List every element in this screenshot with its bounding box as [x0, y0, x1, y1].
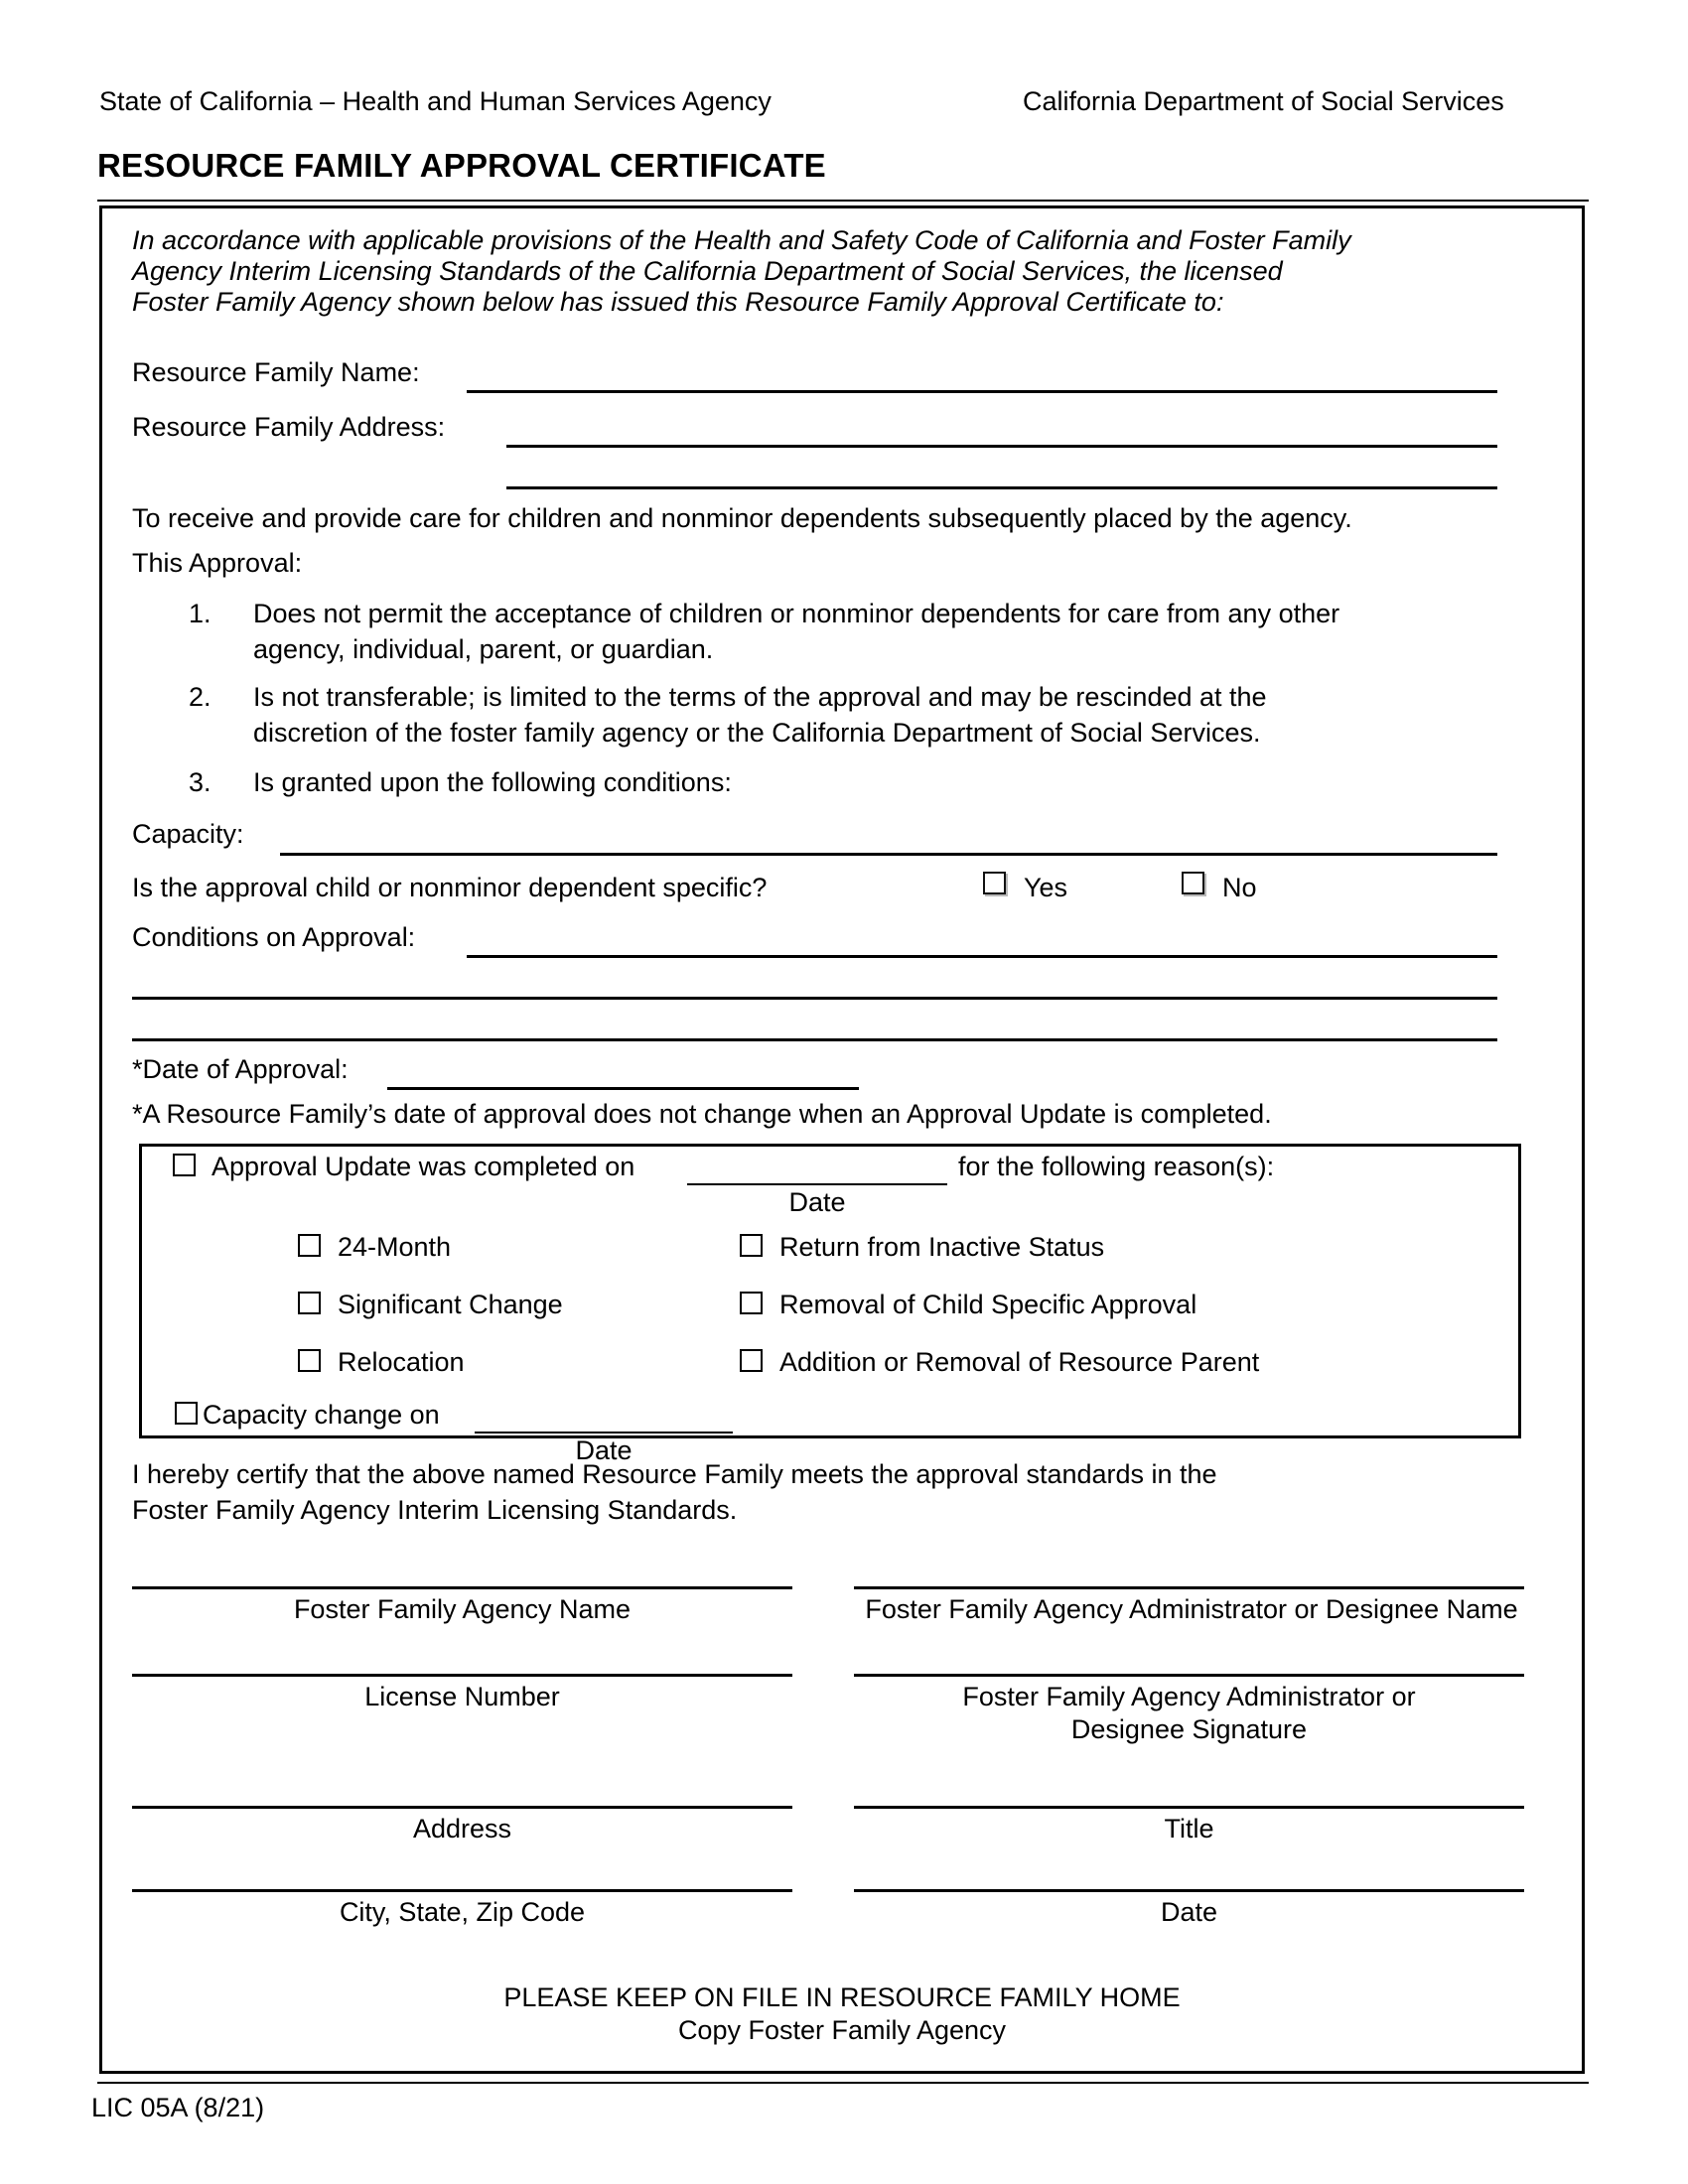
reason-addition-removal-parent-checkbox[interactable]	[740, 1349, 763, 1372]
sig-right-caption-3: Title	[1164, 1814, 1214, 1843]
sig-right-rule-3[interactable]	[854, 1806, 1524, 1809]
date-of-approval-footnote: *A Resource Family’s date of approval does not change when an Approval Update is completed.	[132, 1099, 1272, 1129]
resource-family-name-label: Resource Family Name:	[132, 357, 420, 387]
child-specific-yes-checkbox[interactable]	[983, 872, 1006, 894]
date-of-approval-rule[interactable]	[387, 1087, 859, 1090]
approval-update-suffix: for the following reason(s):	[958, 1152, 1275, 1181]
resource-family-address-rule-1[interactable]	[506, 445, 1497, 448]
condition-2-line-1: Is not transferable; is limited to the terms of the approval and may be rescinded at the	[253, 682, 1267, 712]
footer-notice-line-1: PLEASE KEEP ON FILE IN RESOURCE FAMILY HOME	[503, 1982, 1181, 2012]
reason-relocation-checkbox[interactable]	[298, 1349, 321, 1372]
condition-2-line-2: discretion of the foster family agency or the California Department of Social Services.	[253, 718, 1261, 748]
intro-line-3: Foster Family Agency shown below has issued this Resource Family Approval Certificate to:	[132, 287, 1224, 317]
reason-return-inactive-label: Return from Inactive Status	[779, 1232, 1105, 1262]
approval-update-checkbox[interactable]	[173, 1154, 196, 1176]
certification-line-2: Foster Family Agency Interim Licensing Standards.	[132, 1495, 738, 1525]
form-code: LIC 05A (8/21)	[91, 2093, 265, 2122]
sig-left-rule-1[interactable]	[132, 1586, 792, 1589]
resource-family-address-rule-2[interactable]	[506, 486, 1497, 489]
child-specific-yes-label: Yes	[1024, 873, 1068, 902]
certification-line-1: I hereby certify that the above named Resource Family meets the approval standards in the	[132, 1459, 1217, 1489]
condition-2-number: 2.	[189, 682, 211, 712]
sig-left-rule-3[interactable]	[132, 1806, 792, 1809]
intro-line-1: In accordance with applicable provisions of the Health and Safety Code of California and Foster Family	[132, 225, 1351, 255]
purpose-line: To receive and provide care for children and nonminor dependents subsequently placed by the agency.	[132, 503, 1352, 533]
capacity-label: Capacity:	[132, 819, 244, 849]
reason-significant-change-label: Significant Change	[338, 1290, 563, 1319]
capacity-change-checkbox[interactable]	[175, 1402, 198, 1425]
approval-heading: This Approval:	[132, 548, 303, 578]
agency-header-left: State of California – Health and Human Services Agency	[99, 86, 772, 116]
approval-update-date-caption: Date	[788, 1187, 846, 1217]
reason-24-month-label: 24-Month	[338, 1232, 452, 1262]
sig-left-caption-2: License Number	[364, 1682, 560, 1711]
page-title: RESOURCE FAMILY APPROVAL CERTIFICATE	[97, 147, 826, 184]
sig-left-rule-2[interactable]	[132, 1674, 792, 1677]
resource-family-address-label: Resource Family Address:	[132, 412, 446, 442]
conditions-on-approval-rule-3[interactable]	[132, 1038, 1497, 1041]
condition-1-line-2: agency, individual, parent, or guardian.	[253, 634, 714, 664]
footer-notice-line-2: Copy Foster Family Agency	[677, 2015, 1007, 2045]
date-of-approval-label: *Date of Approval:	[132, 1054, 349, 1084]
sig-right-rule-2[interactable]	[854, 1674, 1524, 1677]
sig-left-caption-1: Foster Family Agency Name	[293, 1594, 632, 1624]
capacity-change-date-caption: Date	[575, 1435, 633, 1465]
condition-3-line-1: Is granted upon the following conditions:	[253, 767, 732, 797]
capacity-rule[interactable]	[280, 853, 1497, 856]
intro-line-2: Agency Interim Licensing Standards of the California Department of Social Services, the licensed	[132, 256, 1283, 286]
sig-right-caption-2-line-1: Foster Family Agency Administrator or	[962, 1682, 1416, 1711]
sig-left-caption-4: City, State, Zip Code	[339, 1897, 586, 1927]
condition-3-number: 3.	[189, 767, 211, 797]
reason-removal-child-specific-label: Removal of Child Specific Approval	[779, 1290, 1197, 1319]
conditions-on-approval-rule-2[interactable]	[132, 997, 1497, 1000]
conditions-on-approval-rule-1[interactable]	[467, 955, 1497, 958]
child-specific-no-checkbox[interactable]	[1182, 872, 1204, 894]
conditions-on-approval-label: Conditions on Approval:	[132, 922, 416, 952]
agency-header-right: California Department of Social Services	[1023, 86, 1504, 116]
child-specific-no-label: No	[1222, 873, 1257, 902]
capacity-change-label: Capacity change on	[203, 1400, 440, 1430]
reason-significant-change-checkbox[interactable]	[298, 1292, 321, 1314]
reason-24-month-checkbox[interactable]	[298, 1234, 321, 1257]
sig-right-rule-1[interactable]	[854, 1586, 1524, 1589]
sig-left-rule-4[interactable]	[132, 1889, 792, 1892]
reason-return-inactive-checkbox[interactable]	[740, 1234, 763, 1257]
reason-relocation-label: Relocation	[338, 1347, 465, 1377]
sig-left-caption-3: Address	[412, 1814, 512, 1843]
sig-right-caption-2-line-2: Designee Signature	[1070, 1714, 1308, 1744]
approval-update-prefix: Approval Update was completed on	[211, 1152, 635, 1181]
sig-right-rule-4[interactable]	[854, 1889, 1524, 1892]
title-divider	[97, 200, 1589, 202]
sig-right-caption-4: Date	[1160, 1897, 1218, 1927]
child-specific-question: Is the approval child or nonminor dependent specific?	[132, 873, 768, 902]
reason-addition-removal-parent-label: Addition or Removal of Resource Parent	[779, 1347, 1260, 1377]
condition-1-line-1: Does not permit the acceptance of children or nonminor dependents for care from any other	[253, 599, 1340, 628]
reason-removal-child-specific-checkbox[interactable]	[740, 1292, 763, 1314]
resource-family-name-rule[interactable]	[467, 390, 1497, 393]
footer-divider	[97, 2082, 1589, 2084]
condition-1-number: 1.	[189, 599, 211, 628]
sig-right-caption-1: Foster Family Agency Administrator or Designee Name	[865, 1594, 1518, 1624]
